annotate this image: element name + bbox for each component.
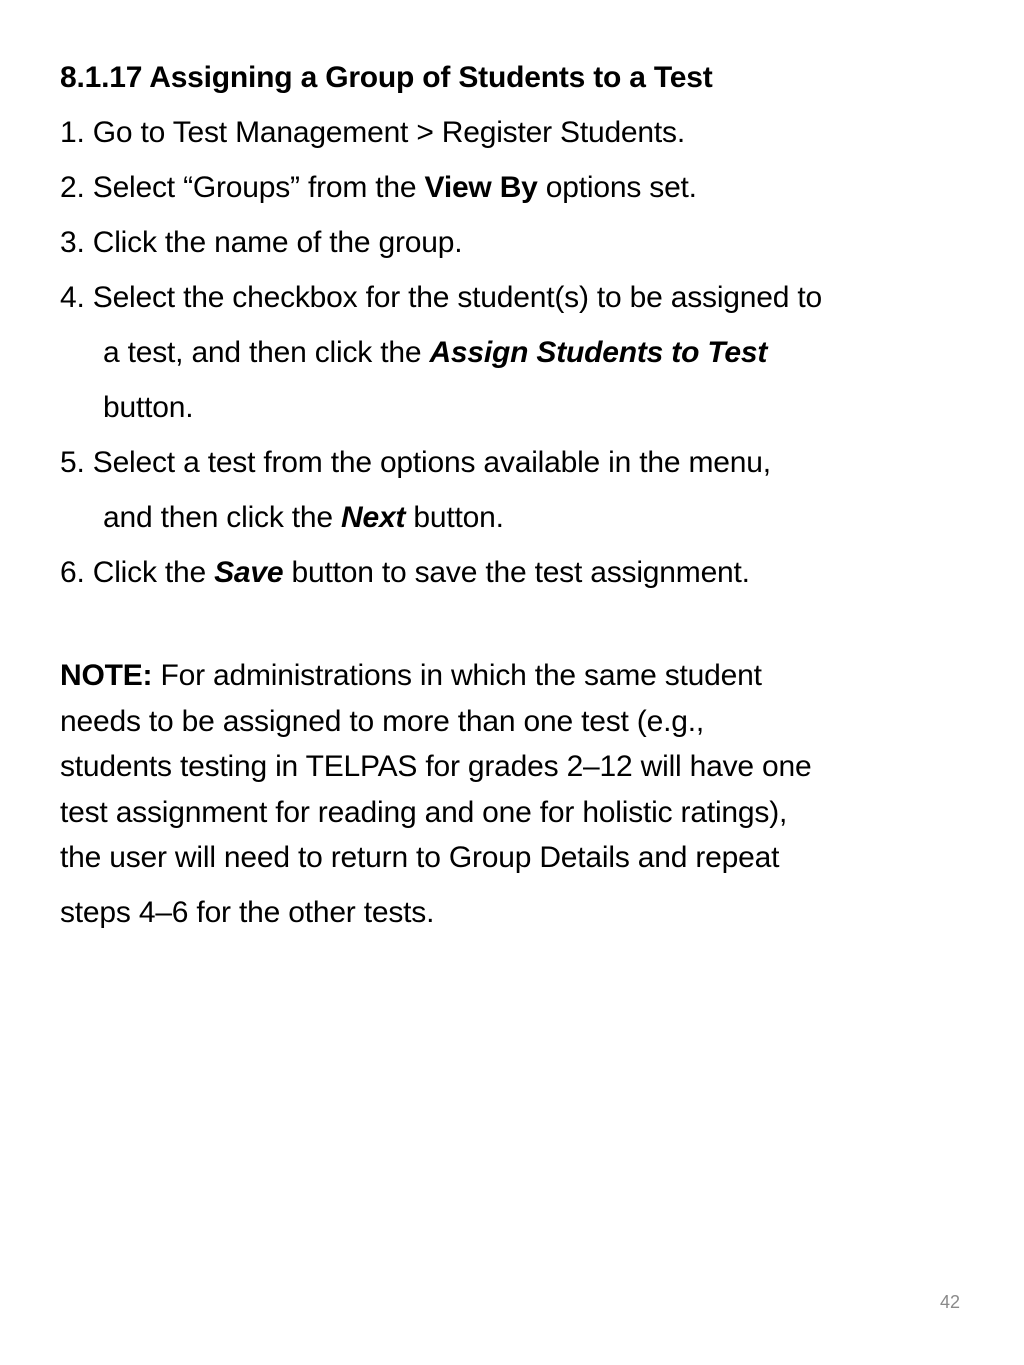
step-1: 1. Go to Test Management > Register Students. [60,116,685,149]
section-title: 8.1.17 Assigning a Group of Students to a Test [60,61,713,94]
step-4-line-3: button. [103,391,194,424]
step-2-view-by-label: View By [424,171,538,204]
step-4-line-2 [60,325,980,380]
step-5-next-button-label: Next [341,501,406,534]
step-5-line-1: 5. Select a test from the options available in the menu, [60,446,771,479]
step-4-line-1: 4. Select the checkbox for the student(s) to be assigned to [60,281,822,314]
step-5-text-post: button. [405,501,504,534]
step-6-text-pre: 6. Click the [60,556,215,589]
note-line-3: students testing in TELPAS for grades 2–12 will have one [60,750,812,783]
note-line-5: the user will need to return to Group Details and repeat [60,841,780,874]
note-line-4: test assignment for reading and one for holistic ratings), [60,795,788,829]
note-block [60,653,980,935]
note-line-2: needs to be assigned to more than one test (e.g., [60,704,704,738]
step-6-text-post: button to save the test assignment. [283,556,750,589]
step-2-text-pre: 2. Select “Groups” from the [60,171,425,204]
step-6 [60,545,980,600]
note-line-6: steps 4–6 for the other tests. [60,895,435,929]
step-2 [60,160,980,215]
page-number: 42 [939,1292,960,1312]
step-2-text-post: options set. [537,171,697,204]
step-3: 3. Click the name of the group. [60,226,463,259]
note-line-1-text: For administrations in which the same student [152,659,762,692]
step-5-line-2 [60,490,980,545]
note-line-1 [60,653,980,699]
step-4-assign-button-label: Assign Students to Test [429,336,768,369]
step-5-text-pre: and then click the [103,501,342,534]
step-4-text-pre: a test, and then click the [103,336,430,369]
step-6-save-button-label: Save [214,556,284,589]
steps-list [60,50,980,600]
note-label: NOTE: [60,659,153,692]
